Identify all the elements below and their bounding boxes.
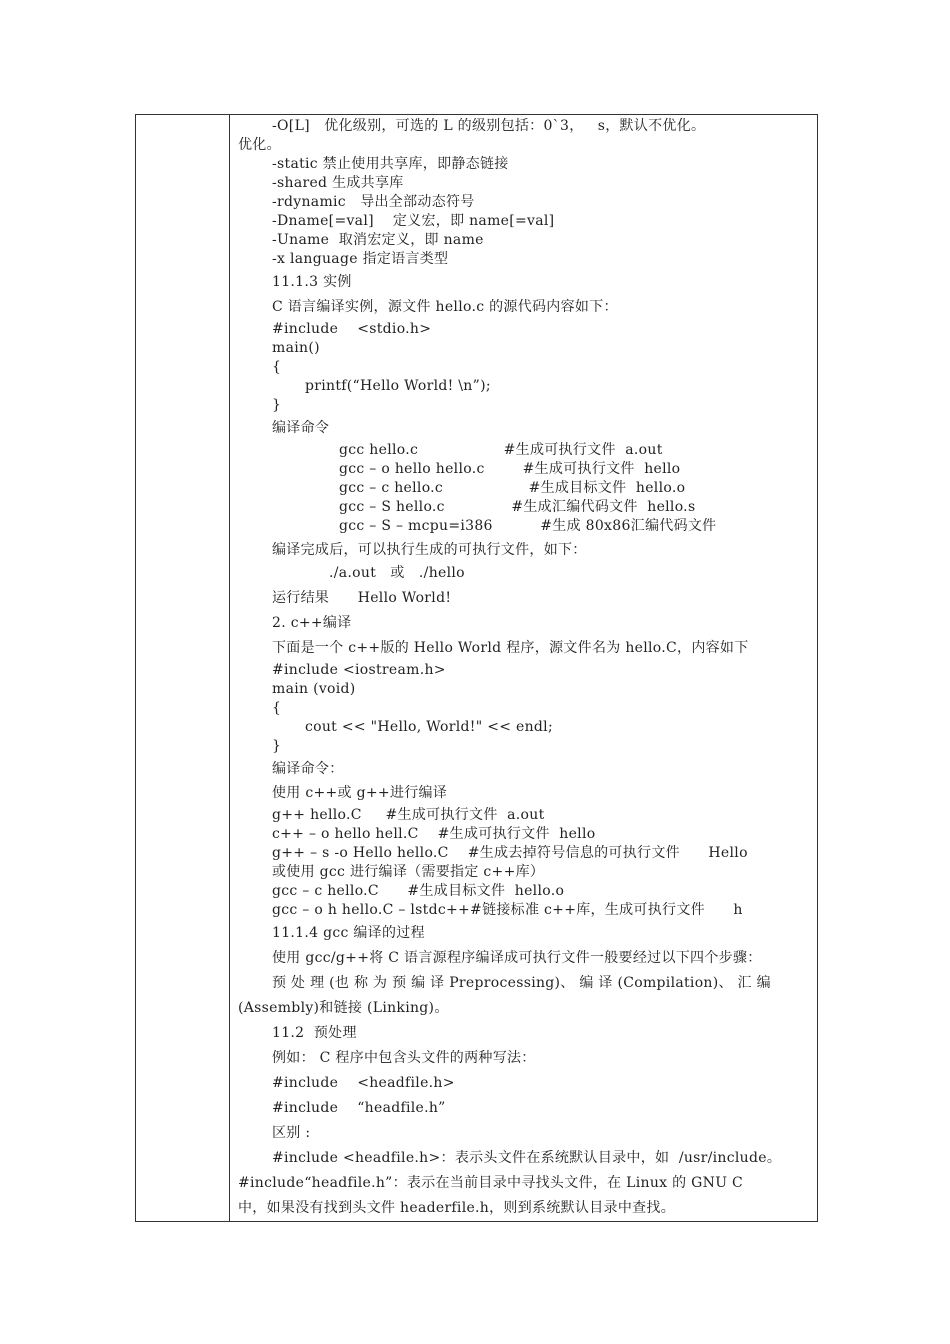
text-line: #include “headfile.h”	[272, 1100, 446, 1116]
text-line: {	[272, 359, 282, 375]
text-line: gcc – c hello.c #生成目标文件 hello.o	[339, 480, 686, 496]
text-line: 2. c++编译	[272, 615, 352, 631]
text-line: gcc – S hello.c #生成汇编代码文件 hello.s	[339, 499, 696, 515]
text-line: -static 禁止使用共享库，即静态链接	[272, 156, 509, 172]
text-line: }	[272, 738, 282, 754]
text-line: -Uname 取消宏定义，即 name	[272, 232, 484, 248]
text-line: 11.1.4 gcc 编译的过程	[272, 925, 425, 941]
text-line: 下面是一个 c++版的 Hello World 程序，源文件名为 hello.C，内容如下	[272, 640, 749, 656]
table-column-divider	[229, 114, 230, 1222]
text-line: -O[L] 优化级别，可选的 L 的级别包括：0`3， s，默认不优化。	[272, 118, 706, 134]
text-line: -x language 指定语言类型	[272, 251, 449, 267]
text-line: gcc hello.c #生成可执行文件 a.out	[339, 442, 663, 458]
text-line: ./a.out 或 ./hello	[329, 565, 465, 581]
text-line: printf(“Hello World! \n”);	[305, 378, 491, 394]
text-line: 优化。	[238, 137, 281, 153]
text-line: 编译完成后，可以执行生成的可执行文件，如下：	[272, 542, 587, 558]
text-line: gcc – o h hello.C – lstdc++#链接标准 c++库，生成可执行文件 h	[272, 902, 743, 918]
text-line: gcc – c hello.C #生成目标文件 hello.o	[272, 883, 565, 899]
text-line: }	[272, 397, 282, 413]
text-line: gcc – S – mcpu=i386 #生成 80x86汇编代码文件	[339, 518, 717, 534]
text-line: 编译命令：	[272, 761, 344, 777]
text-line: 11.1.3 实例	[272, 274, 352, 290]
text-line: 11.2 预处理	[272, 1025, 357, 1041]
text-line: #include <stdio.h>	[272, 321, 432, 337]
text-line: 使用 gcc/g++将 C 语言源程序编译成可执行文件一般要经过以下四个步骤：	[272, 950, 762, 966]
text-line: -shared 生成共享库	[272, 175, 404, 191]
text-line: c++ – o hello hell.C #生成可执行文件 hello	[272, 826, 596, 842]
text-line: cout << "Hello, World!" << endl;	[305, 719, 553, 735]
text-line: g++ hello.C #生成可执行文件 a.out	[272, 807, 545, 823]
text-line: {	[272, 700, 282, 716]
text-line: main (void)	[272, 681, 356, 697]
text-line: 或使用 gcc 进行编译（需要指定 c++库）	[272, 864, 545, 880]
text-line: (Assembly)和链接 (Linking)。	[238, 1000, 449, 1016]
text-line: C 语言编译实例，源文件 hello.c 的源代码内容如下：	[272, 299, 618, 315]
text-line: 使用 c++或 g++进行编译	[272, 785, 448, 801]
text-line: -rdynamic 导出全部动态符号	[272, 194, 475, 210]
text-line: 运行结果 Hello World!	[272, 590, 452, 606]
text-line: gcc – o hello hello.c #生成可执行文件 hello	[339, 461, 681, 477]
text-line: #include <headfile.h>	[272, 1075, 455, 1091]
text-line: 区别 :	[272, 1125, 311, 1141]
text-line: g++ – s -o Hello hello.C #生成去掉符号信息的可执行文件 Hello	[272, 845, 748, 861]
text-line: 预 处 理 (也 称 为 预 编 译 Preprocessing)、 编 译 (Compilation)、 汇 编	[272, 975, 771, 991]
text-line: #include“headfile.h”：表示在当前目录中寻找头文件，在 Linux 的 GNU C	[238, 1175, 744, 1191]
text-line: 例如： C 程序中包含头文件的两种写法：	[272, 1050, 536, 1066]
text-line: 中，如果没有找到头文件 headerfile.h，则到系统默认目录中查找。	[238, 1200, 676, 1216]
text-line: #include <iostream.h>	[272, 662, 446, 678]
text-line: main()	[272, 340, 320, 356]
text-line: #include <headfile.h>：表示头文件在系统默认目录中，如 /usr/include。	[272, 1150, 782, 1166]
text-line: -Dname[=val] 定义宏，即 name[=val]	[272, 213, 555, 229]
text-line: 编译命令	[272, 420, 330, 436]
